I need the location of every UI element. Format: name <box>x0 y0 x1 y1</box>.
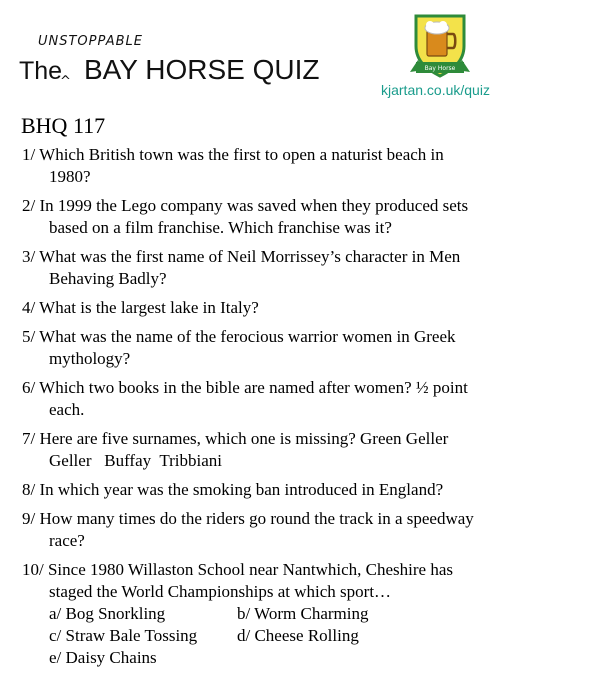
question-text: 3/ What was the first name of Neil Morrissey’s character in Men <box>22 247 461 266</box>
question-text: 5/ What was the name of the ferocious warrior women in Greek <box>22 327 456 346</box>
option-e: e/ Daisy Chains <box>49 648 157 667</box>
question-9 <box>22 508 592 552</box>
title-the: The <box>19 57 63 85</box>
question-8 <box>22 479 592 501</box>
insertion-caret: ^ <box>60 74 71 89</box>
question-text: 1/ Which British town was the first to open a naturist beach in <box>22 145 444 164</box>
question-10 <box>22 559 592 669</box>
quiz-header <box>0 0 600 110</box>
option-c: c/ Straw Bale Tossing <box>49 626 198 645</box>
question-text: 4/ What is the largest lake in Italy? <box>22 298 259 317</box>
answer-options <box>22 603 592 669</box>
question-text: 6/ Which two books in the bible are named after women? ½ point <box>22 378 468 397</box>
unstoppable-caption: UNSTOPPABLE <box>38 34 143 49</box>
quiz-title: BAY HORSE QUIZ <box>84 54 320 85</box>
question-7 <box>22 428 592 472</box>
option-b: b/ Worm Charming <box>237 604 369 623</box>
option-a: a/ Bog Snorkling <box>49 604 166 623</box>
quiz-number: BHQ 117 <box>21 113 106 138</box>
question-text-continued: each. <box>49 400 85 419</box>
question-1 <box>22 144 592 188</box>
option-d: d/ Cheese Rolling <box>237 626 359 645</box>
question-text: 8/ In which year was the smoking ban introduced in England? <box>22 480 444 499</box>
question-3 <box>22 246 592 290</box>
logo-label: Bay Horse <box>424 65 456 72</box>
question-6 <box>22 377 592 421</box>
question-text-continued: 1980? <box>49 167 91 186</box>
question-text-continued: mythology? <box>49 349 131 368</box>
question-text-continued: Geller Buffay Tribbiani <box>49 451 222 470</box>
question-text-continued: based on a film franchise. Which franchise was it? <box>49 218 392 237</box>
question-text: 7/ Here are five surnames, which one is missing? Green Geller <box>22 429 449 448</box>
question-text: 10/ Since 1980 Willaston School near Nantwhich, Cheshire has <box>22 560 454 579</box>
question-2 <box>22 195 592 239</box>
question-text: 9/ How many times do the riders go round the track in a speedway <box>22 509 474 528</box>
question-list <box>22 144 592 676</box>
question-text-continued: race? <box>49 531 85 550</box>
bay-horse-logo-icon <box>410 12 470 80</box>
question-text: 2/ In 1999 the Lego company was saved when they produced sets <box>22 196 469 215</box>
question-4 <box>22 297 592 319</box>
question-5 <box>22 326 592 370</box>
site-url-link[interactable]: kjartan.co.uk/quiz <box>381 82 490 98</box>
question-text-continued: Behaving Badly? <box>49 269 167 288</box>
question-text-continued: staged the World Championships at which sport… <box>49 582 392 601</box>
